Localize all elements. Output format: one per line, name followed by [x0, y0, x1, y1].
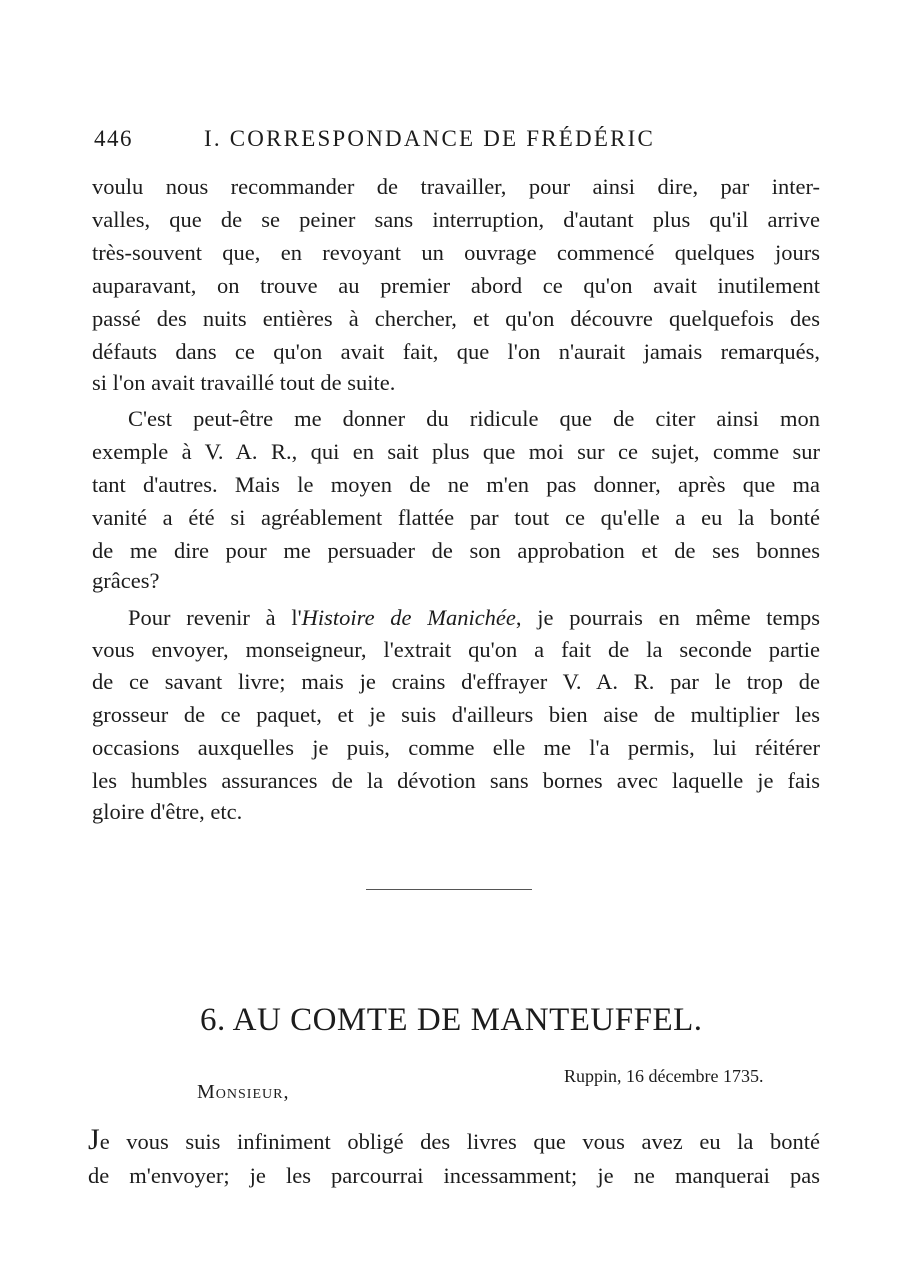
text-line: défauts dans ce qu'on avait fait, que l'on n'aurait jamais remarqués,	[92, 339, 820, 364]
text-line: valles, que de se peiner sans interruption, d'autant plus qu'il arrive	[92, 207, 820, 232]
text-line: voulu nous recommander de travailler, pour ainsi dire, par inter-	[92, 174, 820, 199]
text-segment: , je pourrais en même temps	[515, 605, 821, 630]
book-title: Histoire de Manichée	[301, 605, 516, 630]
text-line: tant d'autres. Mais le moyen de ne m'en pas donner, après que ma	[92, 472, 820, 497]
letter-initial: J	[88, 1123, 100, 1156]
text-line: auparavant, on trouve au premier abord ce qu'on avait inutilement	[92, 273, 820, 298]
text-line: grosseur de ce paquet, et je suis d'ailleurs bien aise de multiplier les	[92, 702, 820, 727]
text-segment: e vous suis infiniment obligé des livres que vous avez eu la bonté	[99, 1129, 820, 1154]
page-header	[94, 126, 734, 160]
text-line	[128, 603, 820, 633]
text-line: les humbles assurances de la dévotion sans bornes avec laquelle je fais	[92, 768, 820, 793]
text-line: très-souvent que, en revoyant un ouvrage commencé quelques jours	[92, 240, 820, 265]
dateline: Ruppin, 16 décembre 1735.	[564, 1066, 764, 1086]
running-head: I. CORRESPONDANCE DE FRÉDÉRIC	[204, 126, 656, 151]
text-line: vanité a été si agréablement flattée par tout ce qu'elle a eu la bonté	[92, 505, 820, 530]
text-segment: Pour revenir à l'	[128, 605, 302, 630]
text-line: passé des nuits entières à chercher, et qu'on découvre quelquefois des	[92, 306, 820, 331]
letter-line	[88, 1124, 820, 1158]
salutation: Monsieur,	[197, 1081, 290, 1103]
section-separator	[366, 889, 532, 890]
text-line: de me dire pour me persuader de son approbation et de ses bonnes	[92, 538, 820, 563]
page-number: 446	[94, 126, 133, 151]
text-line: si l'on avait travaillé tout de suite.	[92, 370, 396, 395]
text-line: C'est peut-être me donner du ridicule que de citer ainsi mon	[128, 406, 820, 431]
text-line: de ce savant livre; mais je crains d'effrayer V. A. R. par le trop de	[92, 669, 820, 694]
text-line: gloire d'être, etc.	[92, 799, 243, 824]
section-heading: 6. AU COMTE DE MANTEUFFEL.	[200, 1002, 703, 1038]
text-line: grâces?	[92, 568, 160, 593]
text-line: occasions auxquelles je puis, comme elle me l'a permis, lui réitérer	[92, 735, 820, 760]
text-line: vous envoyer, monseigneur, l'extrait qu'on a fait de la seconde partie	[92, 637, 820, 662]
text-line: exemple à V. A. R., qui en sait plus que moi sur ce sujet, comme sur	[92, 439, 820, 464]
letter-line: de m'envoyer; je les parcourrai incessamment; je ne manquerai pas	[88, 1163, 820, 1188]
